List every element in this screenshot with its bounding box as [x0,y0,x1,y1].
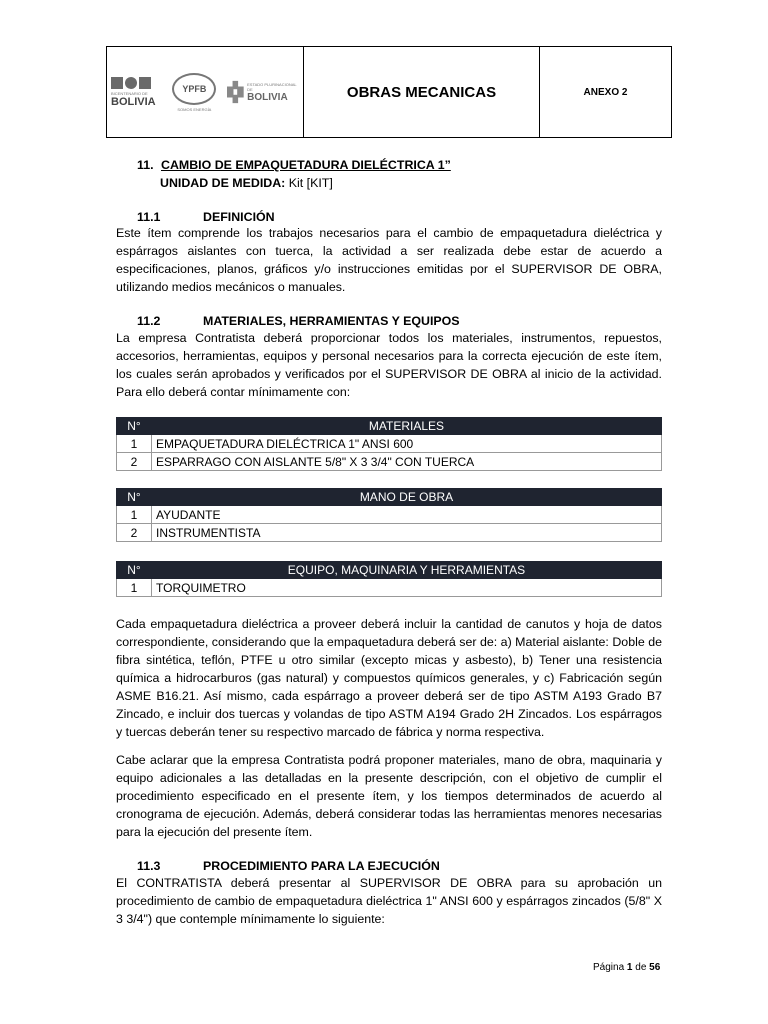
item-name: CAMBIO DE EMPAQUETADURA DIELÉCTRICA 1” [161,158,451,172]
column-header-title: EQUIPO, MAQUINARIA Y HERRAMIENTAS [152,562,662,579]
section-title: PROCEDIMIENTO PARA LA EJECUCIÓN [203,859,440,873]
column-header-number: N° [117,562,152,579]
page-current: 1 [626,962,633,973]
table-row [117,579,662,597]
page-total: 56 [649,962,661,973]
row-description: INSTRUMENTISTA [152,524,662,542]
table-header-row [117,489,662,506]
item-heading [137,156,451,174]
additional-resources-paragraph: Cabe aclarar que la empresa Contratista podrá proponer materiales, mano de obra, maquinaria y equipo adicionales a las detalladas en la presente descripción, con el objetivo de cumplir el procedimiento especificado en el presente ítem, y los tiempos determinados de acuerdo al cronograma de ejecución. Además, deberá considerar todas las herramientas menores necesarias para la ejecución del presente ítem. [116,753,662,839]
document-header [106,46,672,138]
gobierno-logo-big-text: BOLIVIA [247,91,288,103]
section-number: 11.3 [137,859,161,873]
row-description: TORQUIMETRO [152,579,662,597]
materials-table [116,417,662,471]
column-header-title: MATERIALES [152,418,662,435]
column-header-number: N° [117,489,152,506]
section-number: 11.1 [137,210,161,224]
ypfb-logo [167,73,221,112]
section-title: MATERIALES, HERRAMIENTAS Y EQUIPOS [203,314,460,328]
definition-paragraph: Este ítem comprende los trabajos necesarios para el cambio de empaquetadura dieléctrica y espárragos aislantes con tuerca, la actividad a ser realizada debe estar de acuerdo a especificaciones, planos, gráficos y/o instrucciones emitidas por el SUPERVISOR DE OBRA, utilizando medios mecánicos o manuales. [116,226,662,294]
row-number: 2 [117,453,152,471]
bicentenario-logo-big-text: BOLIVIA [111,95,156,108]
row-description: ESPARRAGO CON AISLANTE 5/8" X 3 3/4" CON TUERCA [152,453,662,471]
gasket-spec-paragraph: Cada empaquetadura dieléctrica a proveer deberá incluir la cantidad de canutos y hoja de datos correspondiente, considerando que la empaquetadura deberá ser de: a) Material aislante: Doble de fibra sintética, teflón, PTFE u otro similar (excepto micas y asbesto), b) Tener una resistencia química a hidrocarburos (gas natural) y compuestos químicos generales, y c) Fabricación según ASME B16.21. Así mismo, cada espárrago a proveer deberá ser de tipo ASTM A193 Grado B7 Zincado, e incluir dos tuercas y volandas de tipo ASTM A194 Grado 2H Zincados. Los espárragos y tuercas deberán tener su respectivo marcado de fábrica y norma respectiva. [116,617,662,739]
row-number: 1 [117,506,152,524]
logos-cell [107,47,304,137]
bicentenario-logo-small-text: BICENTENARIO DE [111,90,148,96]
unit-label: UNIDAD DE MEDIDA: [160,176,286,190]
page-label: Página [593,962,625,973]
gobierno-logo-small-text: ESTADO PLURINACIONAL DE [247,81,297,92]
column-header-title: MANO DE OBRA [152,489,662,506]
table-header-row [117,562,662,579]
page-number [593,962,660,973]
row-number: 2 [117,524,152,542]
materials-intro-paragraph: La empresa Contratista deberá proporcionar todos los materiales, instrumentos, repuestos, accesorios, herramientas, equipos y personal necesarios para la correcta ejecución de este ítem, los cuales serán aprobados y verificados por el SUPERVISOR DE OBRA al inicio de la actividad. Para ello deberá contar mínimamente con: [116,331,662,399]
chakana-icon [227,80,244,104]
page-of: de [635,962,647,973]
section-heading-11-2 [137,312,460,330]
bicentenario-mark-icon [111,77,151,89]
unit-of-measure [160,174,333,192]
document-title: OBRAS MECANICAS [304,47,540,137]
table-row [117,506,662,524]
section-title: DEFINICIÓN [203,210,275,224]
annex-label: ANEXO 2 [583,86,628,98]
table-row [117,435,662,453]
unit-value: Kit [KIT] [288,176,333,190]
procedure-paragraph: El CONTRATISTA deberá presentar al SUPERVISOR DE OBRA para su aprobación un procedimiento de cambio de empaquetadura dieléctrica 1" ANSI 600 y espárragos zincados (5/8" X 3 3/4") que contemple mínimamente lo siguiente: [116,876,662,926]
equipment-table [116,561,662,597]
item-number: 11. [137,158,154,172]
ypfb-logo-mark: YPFB [172,73,216,105]
section-number: 11.2 [137,314,161,328]
table-row [117,524,662,542]
table-row [117,453,662,471]
row-number: 1 [117,435,152,453]
gobierno-logo [227,80,299,104]
row-description: EMPAQUETADURA DIELÉCTRICA 1" ANSI 600 [152,435,662,453]
section-heading-11-3 [137,857,440,875]
column-header-number: N° [117,418,152,435]
table-header-row [117,418,662,435]
ypfb-logo-tagline: SOMOS ENERGÍA [177,106,212,112]
labor-table [116,488,662,542]
row-number: 1 [117,579,152,597]
bicentenario-logo [111,77,161,108]
row-description: AYUDANTE [152,506,662,524]
